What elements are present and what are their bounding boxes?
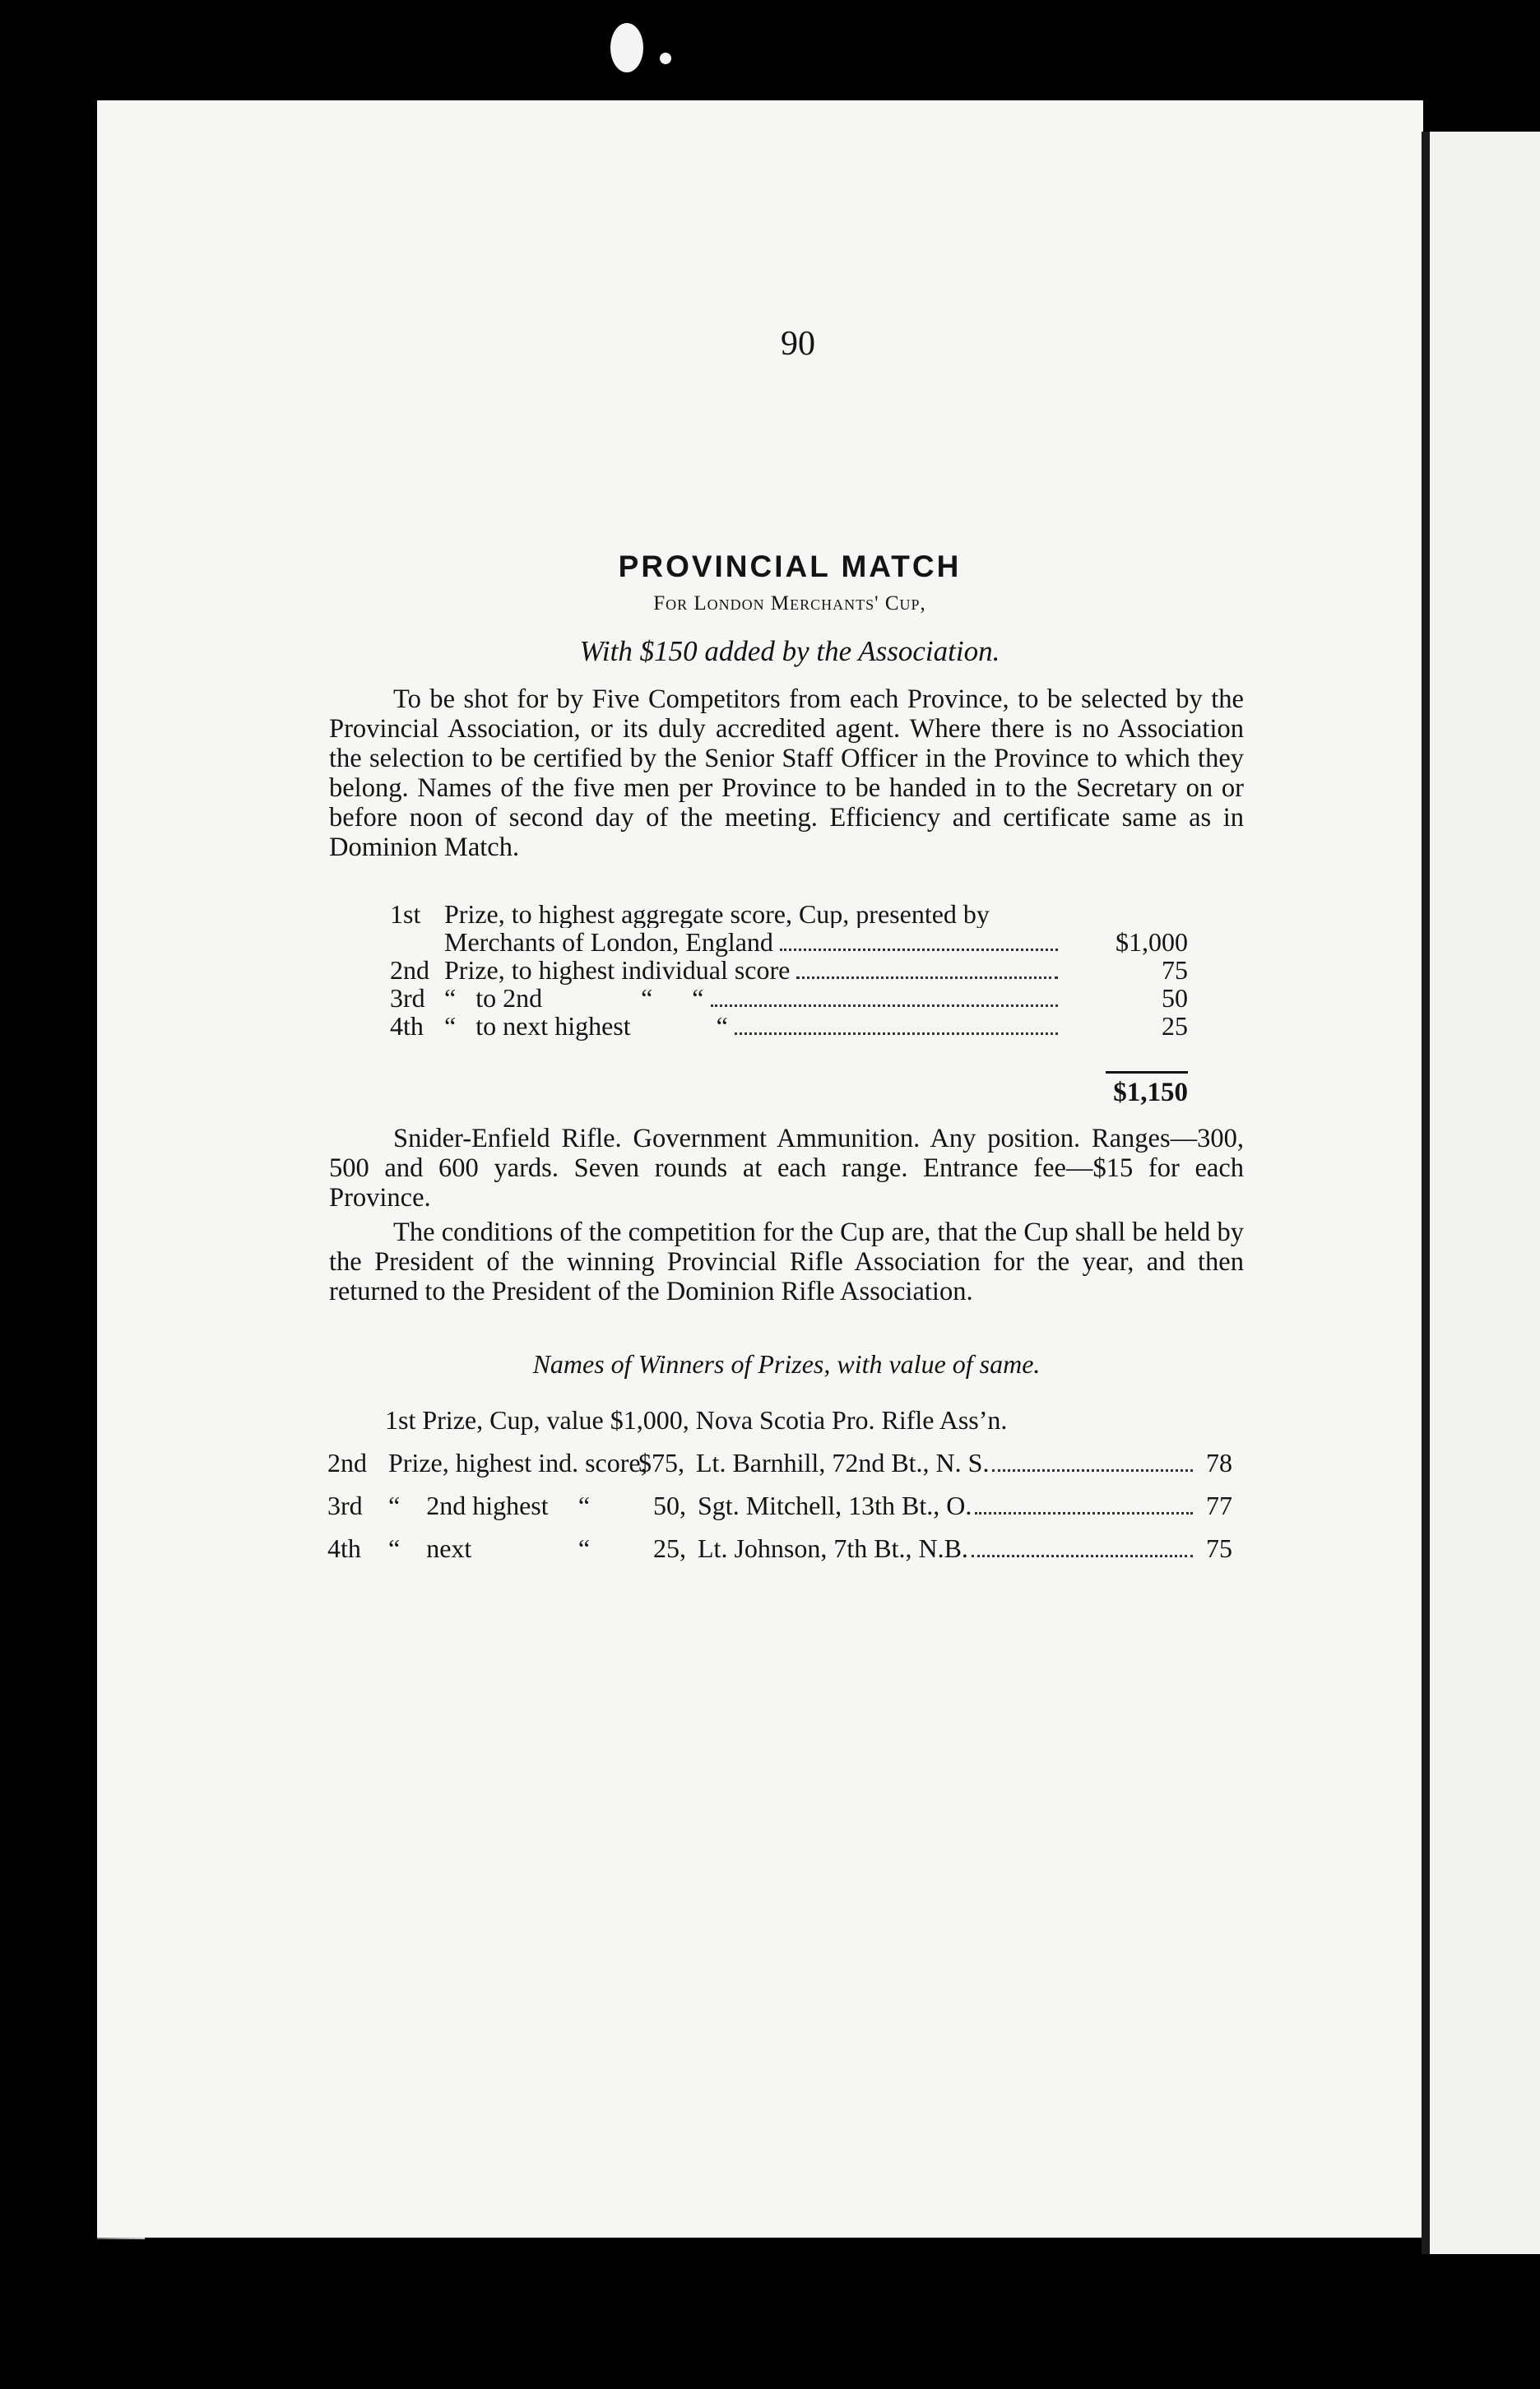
prize-row-continuation xyxy=(390,928,1188,956)
cup-conditions-paragraph: The conditions of the competition for the Cup are, that the Cup shall be held by the President of the winning Provincial Rifle Association for the year, and then returned to the President of the Dominion Rifle Association. xyxy=(329,1218,1244,1306)
page-number: 90 xyxy=(781,325,815,363)
winner-row xyxy=(327,1484,1232,1527)
rifle-paragraph: Snider-Enfield Rifle. Government Ammunition. Any position. Ranges—300, 500 and 600 yards. Seven rounds at each range. Entrance fee—$15 for each Province. xyxy=(329,1124,1244,1213)
leader-dots xyxy=(975,1512,1193,1515)
prize-ordinal: 1st xyxy=(390,899,421,929)
winner-ditto-mark: “ xyxy=(578,1533,591,1563)
conditions-paragraph: To be shot for by Five Competitors from each Province, to be selected by the Provincial Association, or its duly accredited agent. Where there is no Association the selection to be certified by the Senior Staff Officer in the Province to which they belong. Names of the five men per Province to be handed in to the Secretary on or before noon of second day of the meeting. Efficiency and certificate same as in Dominion Match. xyxy=(329,684,1244,862)
adjacent-page-edge xyxy=(1422,132,1540,2254)
winner-prize: Prize, highest ind. score, xyxy=(388,1448,647,1477)
leader-dots xyxy=(711,1004,1059,1007)
prize-amount: 75 xyxy=(1162,955,1188,985)
prize-row xyxy=(390,956,1188,984)
winner-prize: “ next xyxy=(388,1533,472,1563)
section-subheading: For London Merchants' Cup, xyxy=(653,592,926,615)
prize-description: Prize, to highest aggregate score, Cup, presented by xyxy=(444,900,990,928)
winner-amount: 25, xyxy=(653,1533,686,1563)
winner-amount: 50, xyxy=(653,1491,686,1520)
winners-title: Names of Winners of Prizes, with value of same. xyxy=(532,1349,1041,1379)
winner-row-first: 1st Prize, Cup, value $1,000, Nova Scotia Pro. Rifle Ass’n. xyxy=(385,1405,1008,1435)
prize-amount: $1,000 xyxy=(1116,927,1188,957)
prize-description-continued: Merchants of London, England xyxy=(444,928,773,957)
prize-ordinal: 2nd xyxy=(390,955,429,985)
prize-description: Prize, to highest individual score xyxy=(444,956,791,985)
prize-description: “ to next highest “ xyxy=(444,1012,728,1041)
winner-score: 75 xyxy=(1206,1533,1232,1563)
leader-dots xyxy=(992,1469,1193,1472)
prize-amount: 25 xyxy=(1162,1011,1188,1041)
prize-row xyxy=(390,1012,1188,1040)
prize-row xyxy=(390,900,1188,928)
leader-dots xyxy=(972,1555,1193,1557)
page-gutter xyxy=(1422,132,1430,2254)
winner-row xyxy=(327,1441,1232,1484)
leader-dots xyxy=(735,1032,1058,1035)
prize-amount: 50 xyxy=(1162,983,1188,1013)
prize-list xyxy=(390,900,1188,1040)
total-rule xyxy=(1106,1071,1188,1074)
winner-name: Sgt. Mitchell, 13th Bt., O. xyxy=(698,1491,972,1520)
winner-amount: $75, xyxy=(638,1448,684,1477)
prize-ordinal: 4th xyxy=(390,1011,424,1041)
scan-speck xyxy=(660,53,671,64)
winner-name: Lt. Barnhill, 72nd Bt., N. S. xyxy=(696,1448,990,1477)
winner-ordinal: 3rd xyxy=(327,1491,363,1520)
prize-total: $1,150 xyxy=(1113,1078,1188,1107)
prize-description: “ to 2nd “ “ xyxy=(444,984,704,1013)
winner-name: Lt. Johnson, 7th Bt., N.B. xyxy=(698,1533,968,1563)
prize-row xyxy=(390,984,1188,1012)
section-heading: PROVINCIAL MATCH xyxy=(618,550,962,583)
winner-score: 77 xyxy=(1206,1491,1232,1520)
winner-row xyxy=(327,1527,1232,1570)
leader-dots xyxy=(780,949,1058,951)
winner-ordinal: 4th xyxy=(327,1533,361,1563)
section-tagline: With $150 added by the Association. xyxy=(579,635,1000,667)
prize-ordinal: 3rd xyxy=(390,983,425,1013)
winner-ditto-mark: “ xyxy=(578,1491,591,1520)
winner-score: 78 xyxy=(1206,1448,1232,1477)
winner-prize: “ 2nd highest xyxy=(388,1491,549,1520)
scan-speck xyxy=(610,23,643,72)
winners-list xyxy=(327,1399,1232,1570)
winner-ordinal: 2nd xyxy=(327,1448,367,1477)
leader-dots xyxy=(796,976,1058,979)
